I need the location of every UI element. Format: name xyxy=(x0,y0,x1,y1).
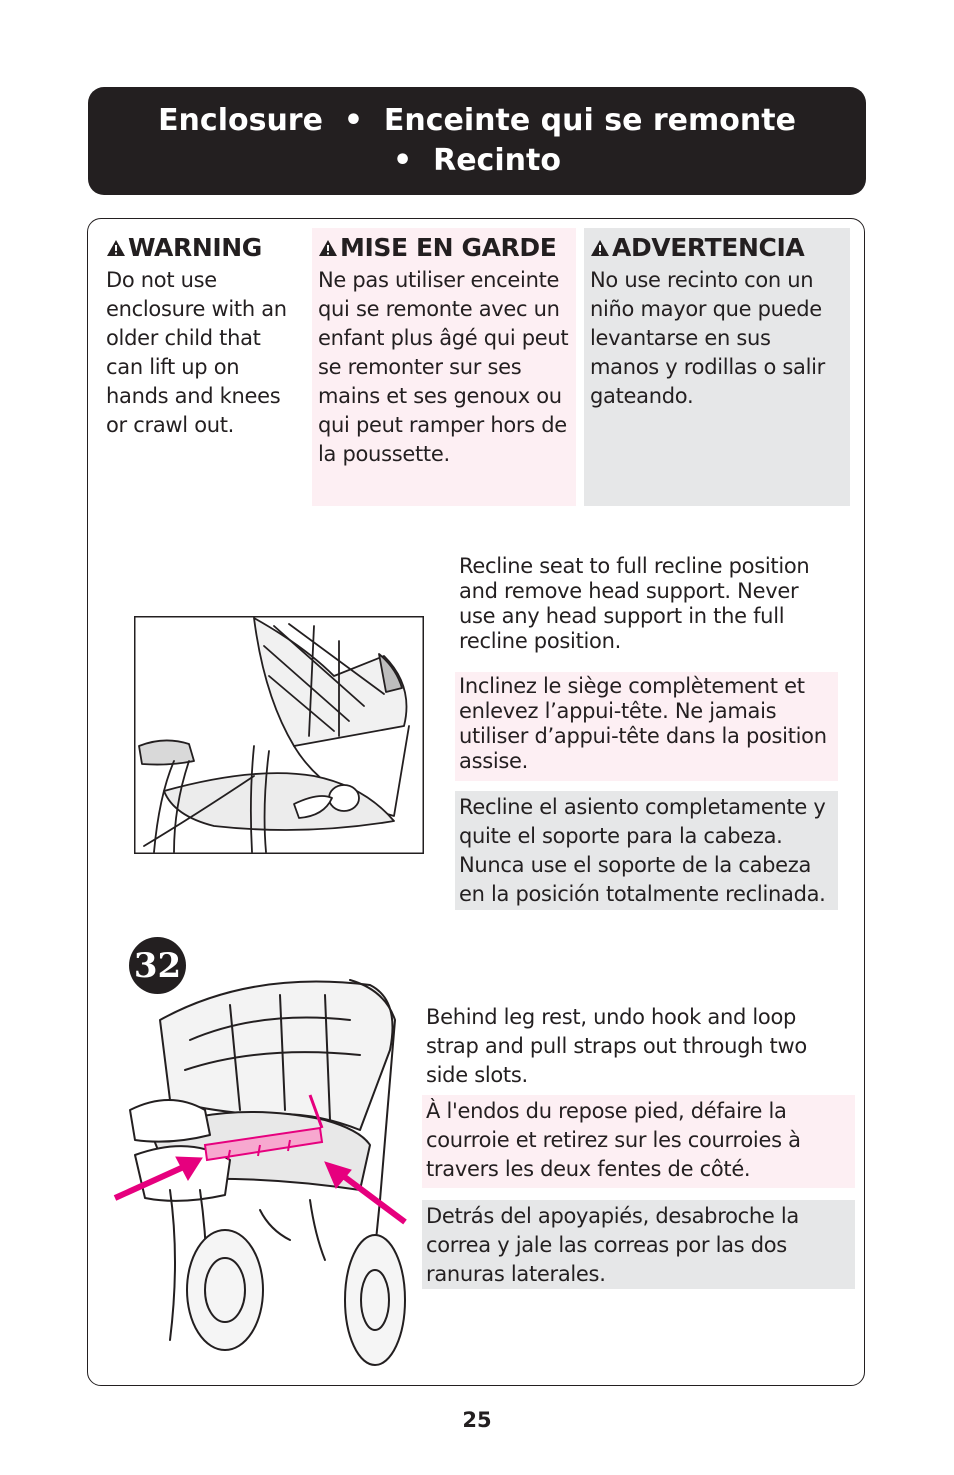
leg-rest-text-french: À l'endos du repose pied, défaire la courroie et retirez sur les courroies à travers les deux fentes de côté. xyxy=(422,1095,855,1188)
warning-french xyxy=(312,228,576,506)
step-number-badge: 32 xyxy=(129,937,186,994)
warning-title-french: MISE EN GARDE xyxy=(318,232,570,264)
warning-spanish xyxy=(584,228,850,506)
warning-body-english: Do not use enclosure with an older child that can lift up on hands and knees or crawl out. xyxy=(106,268,287,437)
section-title-line2: • Recinto xyxy=(393,143,561,178)
warning-title-english: WARNING xyxy=(106,232,299,264)
recline-text-french: Inclinez le siège complètement et enlevez l’appui-tête. Ne jamais utiliser d’appui-tête dans la position assise. xyxy=(455,672,838,781)
leg-rest-text-spanish: Detrás del apoyapiés, desabroche la correa y jale las correas por las dos ranuras laterales. xyxy=(422,1200,855,1289)
warning-triangle-icon xyxy=(106,239,126,257)
page-number: 25 xyxy=(462,1408,492,1432)
stroller-leg-rest-illustration xyxy=(110,960,415,1380)
warning-triangle-icon xyxy=(590,239,610,257)
section-header xyxy=(88,87,866,195)
warning-triangle-icon xyxy=(318,239,338,257)
leg-rest-text-english: Behind leg rest, undo hook and loop strap and pull straps out through two side slots. xyxy=(426,1005,807,1087)
section-title-line1: Enclosure • Enceinte qui se remonte xyxy=(158,103,796,138)
recline-text-english: Recline seat to full recline position and remove head support. Never use any head support in the full recline position. xyxy=(459,554,810,653)
recline-text-spanish: Recline el asiento completamente y quite el soporte para la cabeza. Nunca use el soporte de la cabeza en la posición totalmente reclinada. xyxy=(455,791,838,910)
warning-body-spanish: No use recinto con un niño mayor que puede levantarse en sus manos y rodillas o salir gateando. xyxy=(590,268,825,408)
warning-english xyxy=(100,228,305,444)
warning-body-french: Ne pas utiliser enceinte qui se remonte avec un enfant plus âgé qui peut se remonter sur ses mains et ses genoux ou qui peut ramper hors de la poussette. xyxy=(318,268,569,466)
reclined-seat-illustration xyxy=(134,616,424,854)
warning-title-spanish: ADVERTENCIA xyxy=(590,232,844,264)
